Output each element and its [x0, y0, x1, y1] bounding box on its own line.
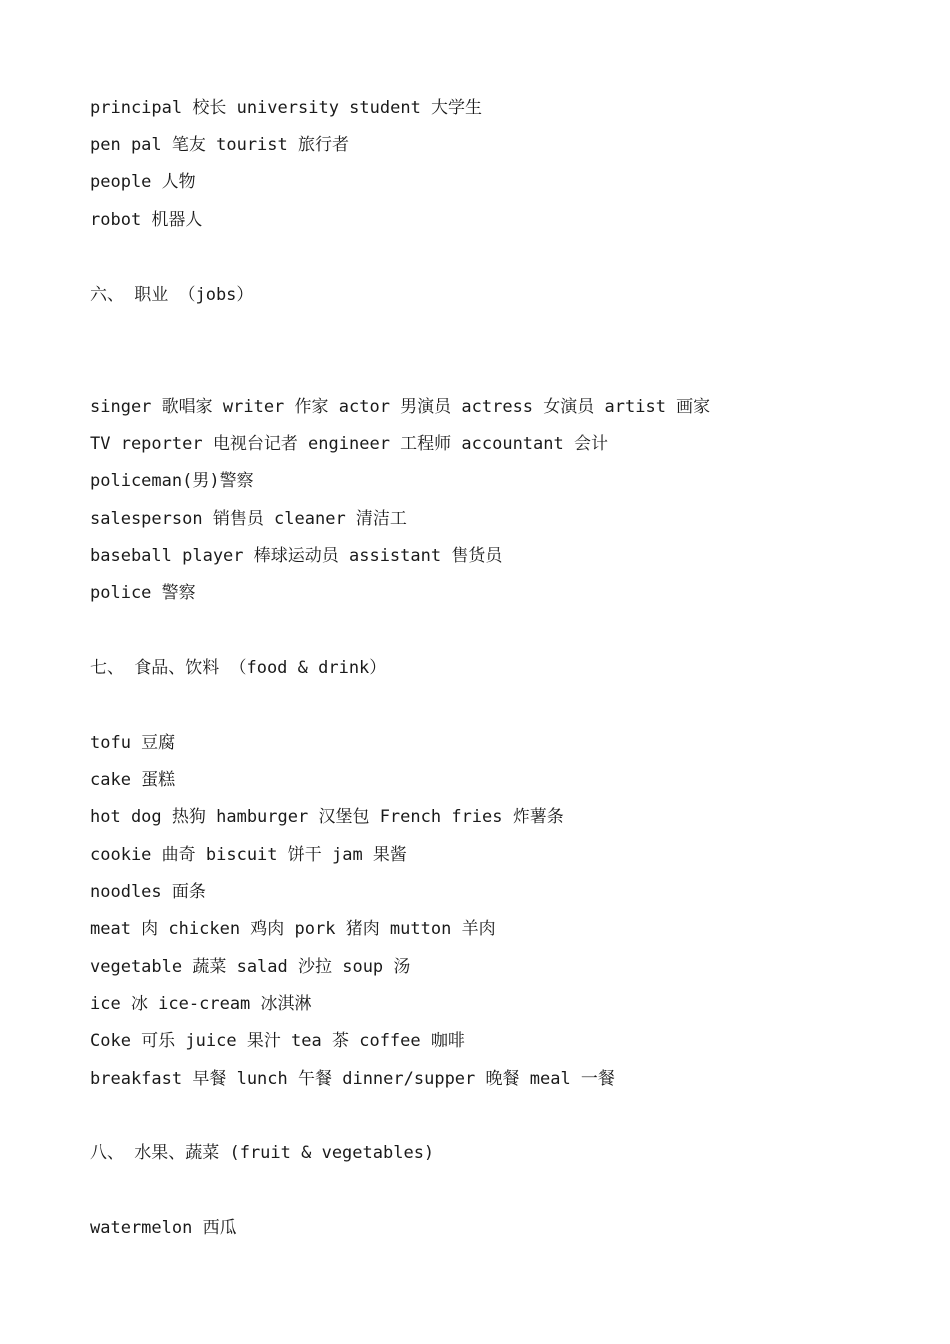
vocab-line-jobs: baseball player 棒球运动员 assistant 售货员 [90, 546, 503, 566]
vocab-line-people: robot 机器人 [90, 210, 203, 230]
vocab-line-food: ice 冰 ice-cream 冰淇淋 [90, 994, 312, 1014]
section-heading-food-drink: 七、 食品、饮料 （food & drink） [90, 658, 387, 678]
vocab-line-food: Coke 可乐 juice 果汁 tea 茶 coffee 咖啡 [90, 1031, 465, 1051]
vocab-line-fruit: watermelon 西瓜 [90, 1218, 237, 1238]
vocab-line-food: vegetable 蔬菜 salad 沙拉 soup 汤 [90, 957, 411, 977]
vocab-line-jobs: salesperson 销售员 cleaner 清洁工 [90, 509, 407, 529]
vocab-line-jobs: policeman(男)警察 [90, 471, 254, 491]
vocab-line-food: breakfast 早餐 lunch 午餐 dinner/supper 晚餐 meal 一餐 [90, 1069, 615, 1089]
vocab-line-food: cake 蛋糕 [90, 770, 176, 790]
vocab-line-food: meat 肉 chicken 鸡肉 pork 猪肉 mutton 羊肉 [90, 919, 496, 939]
vocab-line-food: noodles 面条 [90, 882, 206, 902]
vocab-line-people: people 人物 [90, 172, 196, 192]
vocab-line-people: pen pal 笔友 tourist 旅行者 [90, 135, 349, 155]
vocab-line-food: cookie 曲奇 biscuit 饼干 jam 果酱 [90, 845, 407, 865]
vocab-line-jobs: TV reporter 电视台记者 engineer 工程师 accountant 会计 [90, 434, 608, 454]
vocab-line-jobs: singer 歌唱家 writer 作家 actor 男演员 actress 女演员 artist 画家 [90, 397, 711, 417]
vocab-line-people: principal 校长 university student 大学生 [90, 98, 483, 118]
section-heading-jobs: 六、 职业 （jobs） [90, 285, 254, 305]
section-heading-fruit-vegetables: 八、 水果、蔬菜 (fruit & vegetables) [90, 1143, 435, 1163]
vocab-line-food: tofu 豆腐 [90, 733, 176, 753]
vocab-line-jobs: police 警察 [90, 583, 196, 603]
vocab-line-food: hot dog 热狗 hamburger 汉堡包 French fries 炸薯条 [90, 807, 564, 827]
